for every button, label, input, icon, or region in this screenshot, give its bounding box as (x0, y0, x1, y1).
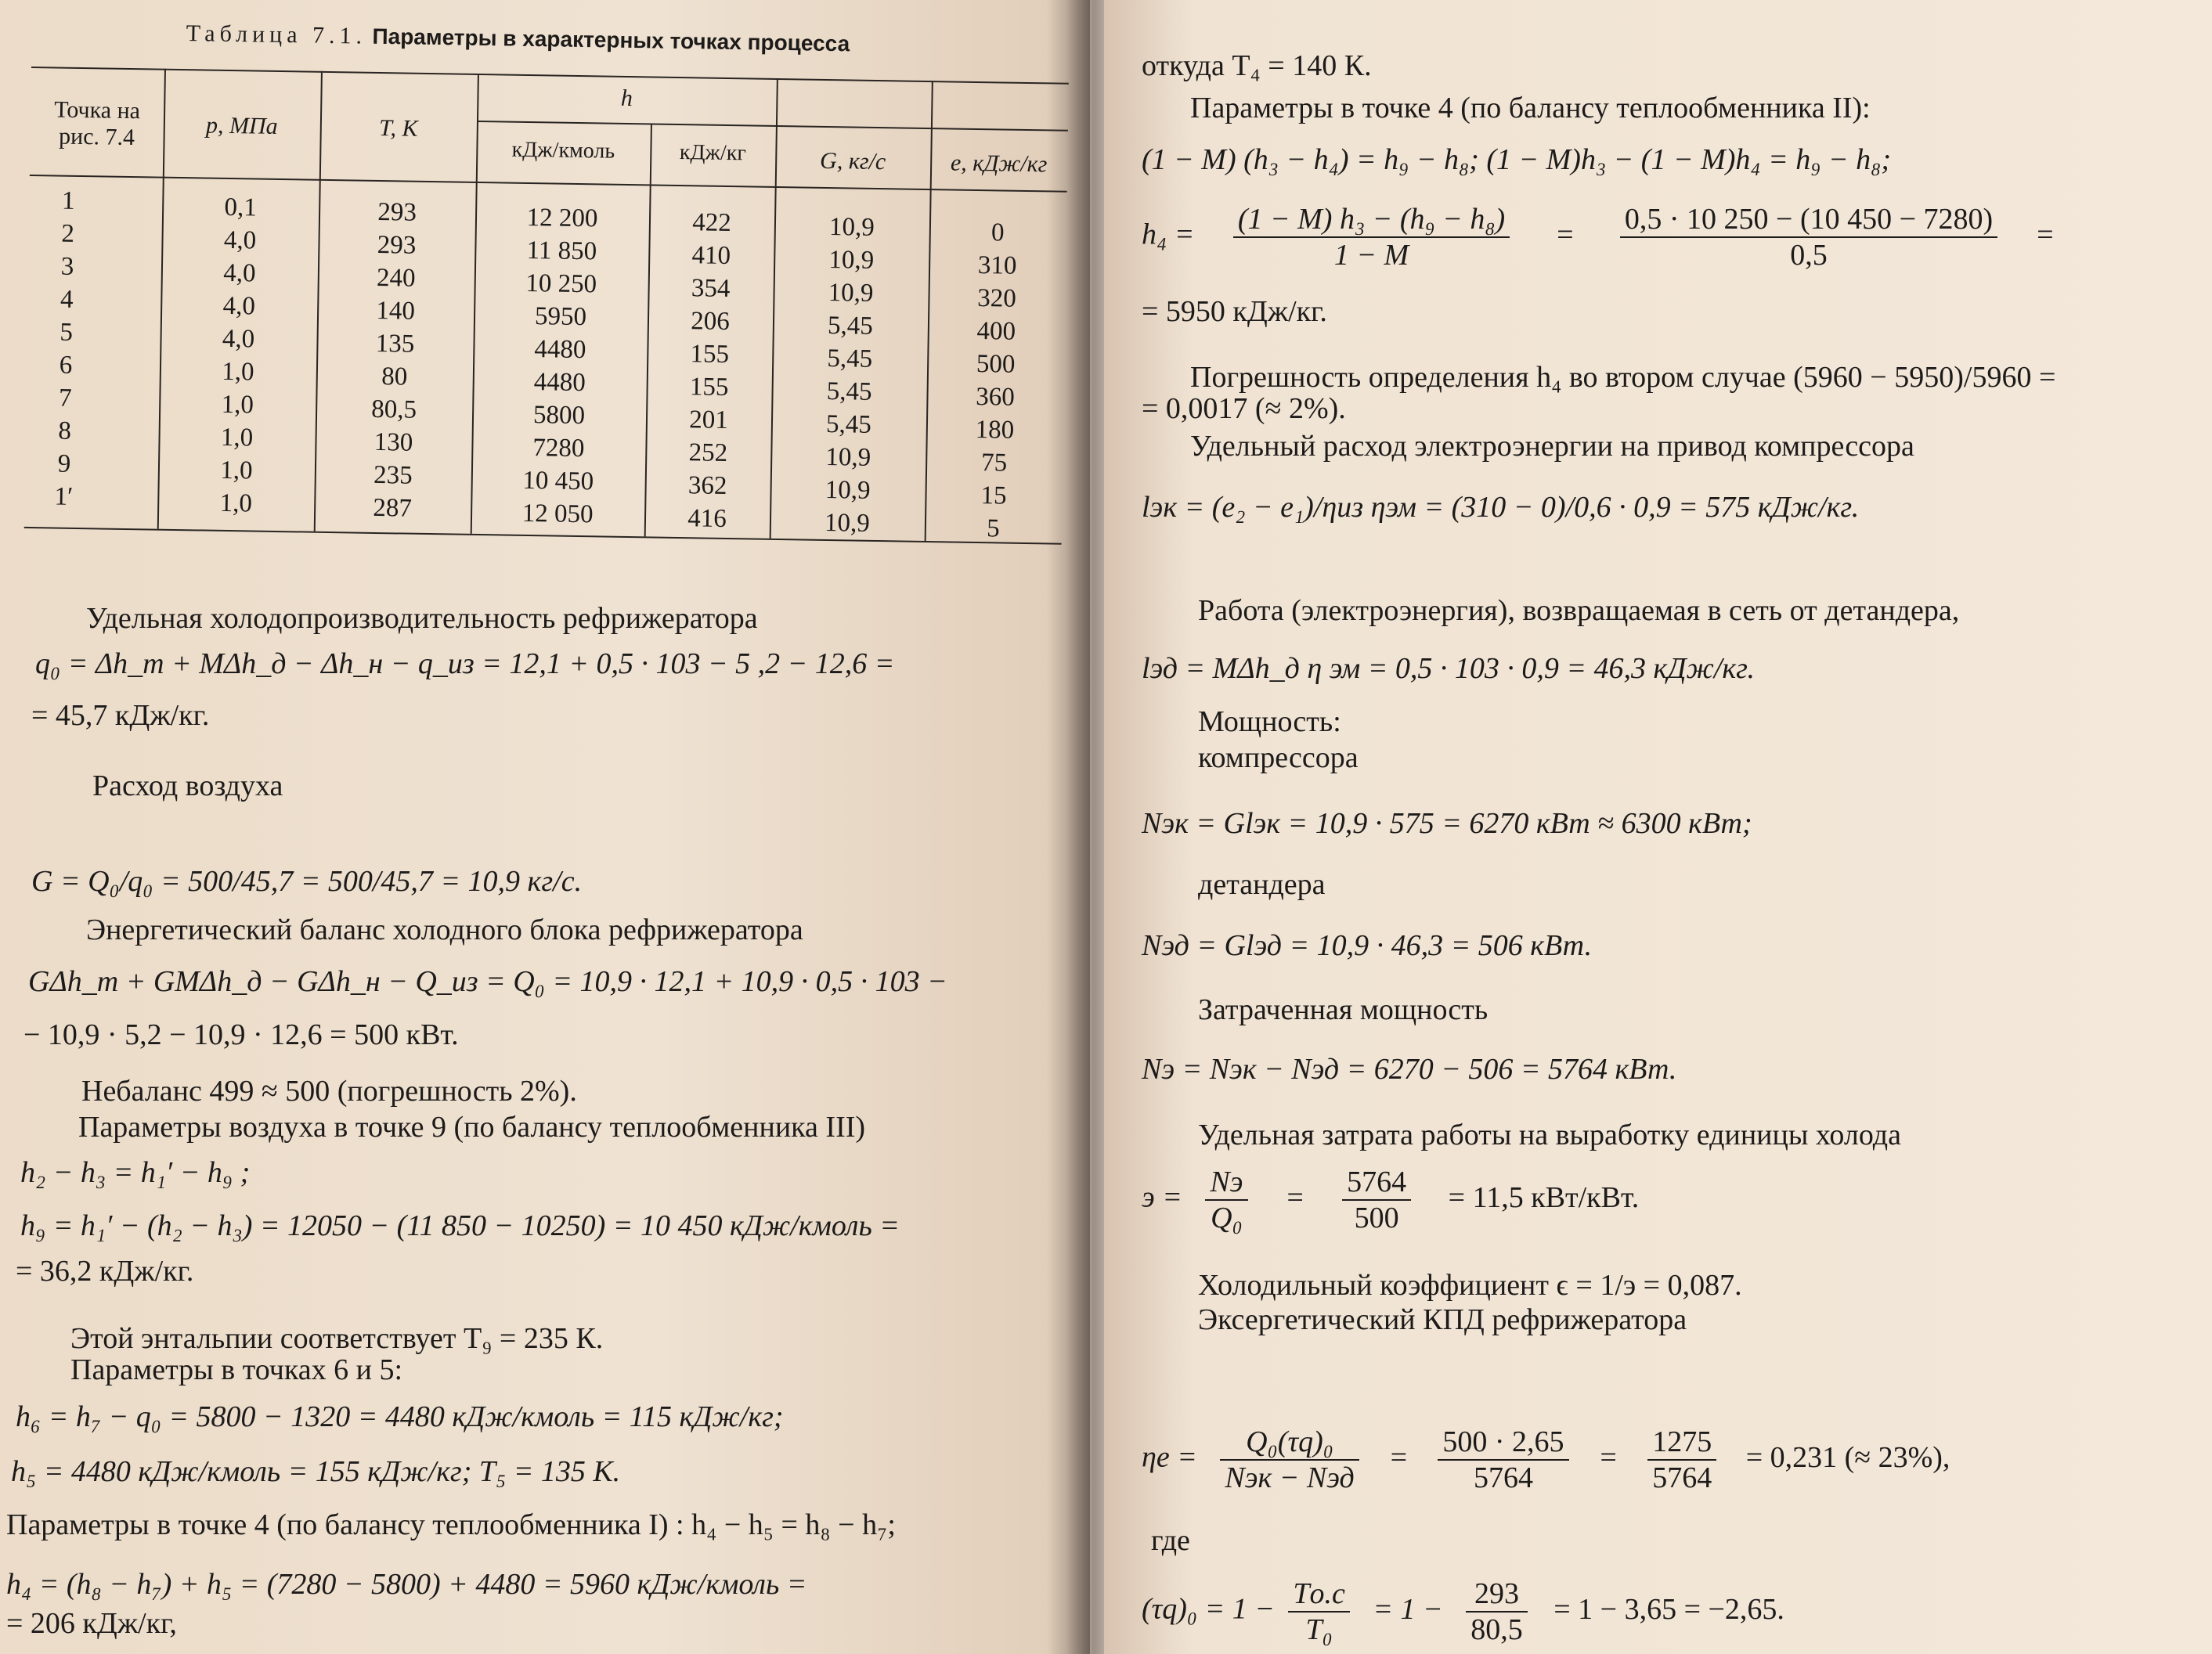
text-line: Этой энтальпии соответствует T₉ = 235 К. (70, 1322, 604, 1355)
parameters-table (23, 67, 1069, 584)
cell-p: 1,0 (221, 357, 254, 387)
cell-p: 4,0 (222, 291, 256, 321)
cell-h-kmol: 10 250 (525, 268, 597, 299)
cell-h-kmol: 5800 (532, 401, 586, 431)
cell-G: 10,9 (828, 279, 874, 308)
cell-point: 3 (60, 252, 74, 281)
formula-line: lэд = MΔh_д η эм = 0,5 · 103 · 0,9 = 46,3 кДж/кг. (1142, 652, 1756, 685)
cell-point: 1′ (54, 482, 74, 511)
text-line: Мощность: (1198, 705, 1341, 738)
text-line: Удельная затрата работы на выработку единицы холода (1198, 1119, 1901, 1151)
cell-T: 80,5 (371, 395, 417, 424)
cell-p: 1,0 (221, 390, 254, 420)
col-temperature (314, 195, 476, 526)
cell-h-kg: 206 (690, 307, 731, 337)
cell-G: 10,9 (825, 475, 871, 505)
formula-line: q₀ = Δh_т + MΔh_д − Δh_н − q_из = 12,1 + 0,5 · 103 − 5 ,2 − 12,6 = (35, 647, 895, 680)
cell-G: 5,45 (827, 344, 873, 373)
col-flow (770, 210, 930, 541)
cell-e: 0 (991, 218, 1005, 247)
header-h-kmol: кДж/кмоль (511, 137, 615, 164)
text-line: Небаланс 499 ≈ 500 (погрешность 2%). (81, 1075, 577, 1108)
text-line: Эксергетический КПД рефрижератора (1198, 1303, 1687, 1336)
cell-h-kg: 155 (690, 340, 730, 369)
text-line: компрессора (1198, 741, 1359, 774)
formula-line: h₂ − h₃ = h₁′ − h₉ ; (20, 1156, 251, 1189)
cell-h-kg: 362 (687, 471, 727, 501)
cell-e: 400 (976, 317, 1016, 346)
cell-point: 9 (57, 449, 71, 478)
text-line: = 45,7 кДж/кг. (31, 699, 210, 732)
table-caption-title: Параметры в характерных точках процесса (372, 23, 850, 56)
formula-h4: h₄ = $\frac{\text{(1 − M) h₃ − (h₉ − h₈)}}{1 - M}$ = $\frac{0,5 \cdot 10 250 - (10 450 - 7280)}{0,5}$ = (1142, 203, 2055, 272)
cell-h-kg: 354 (691, 274, 731, 304)
cell-p: 4,0 (223, 225, 257, 255)
text-line: = 5950 кДж/кг. (1142, 295, 1327, 328)
text-line: = 206 кДж/кг, (6, 1607, 177, 1640)
cell-h-kg: 155 (689, 373, 729, 402)
formula-line: GΔh_т + GMΔh_д − GΔh_н − Q_из = Q₀ = 10,9 · 12,1 + 10,9 · 0,5 · 103 − (28, 965, 947, 998)
formula-tau: (τq)₀ = 1 − $\frac{Tо.с}{\text{T₀}}$ = 1 − $\frac{293}{80,5}$ = 1 − 3,65 = −2,65. (1142, 1577, 1784, 1646)
formula-line: Nэ = Nэк − Nэд = 6270 − 506 = 5764 кВт. (1142, 1053, 1677, 1086)
cell-e: 310 (977, 251, 1017, 280)
text-line: Холодильный коэффициент ϵ = 1/э = 0,087. (1198, 1269, 1742, 1302)
cell-T: 140 (376, 296, 416, 326)
cell-G: 10,9 (828, 213, 875, 242)
cell-point: 4 (60, 285, 74, 314)
cell-point: 1 (61, 186, 75, 215)
cell-h-kmol: 10 450 (522, 466, 594, 496)
cell-G: 5,45 (827, 312, 874, 341)
text-line: откуда T₄ = 140 К. (1142, 49, 1372, 82)
formula-line: − 10,9 · 5,2 − 10,9 · 12,6 = 500 кВт. (23, 1018, 459, 1051)
formula-exergy-efficiency: ηe = $\frac{\text{Q₀(τq)₀}}{\text{Nэк − Nэд}}$ = $\frac{500 \cdot 2,65}{5764}$ = $\frac{1275}{5764}$ = 0,231 (≈ 23%), (1142, 1425, 1950, 1494)
col-exergy (925, 215, 1067, 546)
cell-G: 10,9 (825, 442, 871, 472)
cell-p: 1,0 (220, 456, 253, 485)
cell-e: 180 (975, 415, 1015, 445)
text-line: Параметры в точке 4 (по балансу теплообменника I) : h₄ − h₅ = h₈ − h₇; (6, 1508, 896, 1541)
cell-G: 10,9 (828, 246, 875, 275)
text-line: Параметры воздуха в точке 9 (по балансу теплообменника III) (78, 1111, 866, 1144)
formula-line: h₄ = (h₈ − h₇) + h₅ = (7280 − 5800) + 4480 = 5960 кДж/кмоль = (6, 1568, 807, 1601)
cell-T: 130 (373, 427, 413, 457)
header-enthalpy: h (620, 85, 633, 112)
formula-line: h₆ = h₇ − q₀ = 5800 − 1320 = 4480 кДж/кмоль = 115 кДж/кг; (16, 1400, 784, 1433)
cell-p: 4,0 (222, 258, 256, 288)
col-h-kmol (471, 200, 650, 532)
table-caption (186, 20, 850, 57)
text-line: Удельная холодопроизводительность рефрижератора (86, 602, 758, 635)
cell-point: 2 (61, 219, 75, 248)
cell-e: 360 (975, 383, 1016, 412)
text-line: Параметры в точках 6 и 5: (70, 1353, 403, 1386)
table-caption-label: Таблица 7.1. (186, 20, 367, 49)
col-h-kg (644, 205, 775, 535)
cell-h-kg: 252 (688, 438, 728, 468)
header-temperature: T, K (378, 114, 418, 142)
cell-T: 287 (373, 493, 413, 523)
cell-T: 293 (377, 230, 417, 260)
cell-h-kmol: 5950 (534, 302, 587, 332)
text-line: Параметры в точке 4 (по балансу теплообменника II): (1190, 92, 1871, 124)
cell-T: 240 (376, 263, 416, 293)
text-line: детандера (1198, 868, 1326, 901)
cell-h-kg: 422 (691, 208, 732, 238)
cell-p: 4,0 (222, 324, 255, 354)
cell-e: 500 (976, 350, 1016, 379)
cell-h-kg: 410 (691, 241, 731, 271)
cell-h-kg: 201 (688, 405, 729, 435)
text-line: Расход воздуха (92, 769, 283, 802)
text-line: Работа (электроэнергия), возвращаемая в сеть от детандера, (1198, 594, 1960, 627)
cell-T: 80 (381, 362, 408, 391)
cell-p: 0,1 (224, 193, 258, 222)
cell-h-kmol: 12 050 (521, 499, 594, 529)
formula-line: h₅ = 4480 кДж/кмоль = 155 кДж/кг; T₅ = 135 К. (11, 1455, 621, 1488)
cell-h-kmol: 11 850 (526, 236, 597, 266)
cell-h-kmol: 4480 (534, 335, 586, 365)
text-line: Погрешность определения h₄ во втором случае (5960 − 5950)/5960 = (1190, 361, 2056, 394)
cell-h-kmol: 12 200 (526, 203, 598, 233)
cell-point: 7 (58, 384, 72, 413)
cell-T: 293 (377, 197, 417, 227)
cell-h-kmol: 7280 (532, 434, 585, 463)
text-line: где (1151, 1524, 1190, 1557)
col-pressure (157, 190, 319, 521)
formula-line: lэк = (e₂ − e₁)/ηиз ηэм = (310 − 0)/0,6 · 0,9 = 575 кДж/кг. (1142, 491, 1860, 524)
cell-T: 135 (375, 329, 415, 359)
header-exergy: e, кДж/кг (950, 150, 1048, 178)
cell-e: 75 (980, 449, 1008, 477)
cell-h-kg: 416 (687, 504, 727, 534)
header-h-kg: кДж/кг (679, 140, 747, 166)
header-pressure: p, МПа (205, 112, 278, 139)
col-point (24, 184, 108, 514)
right-page (1104, 0, 2212, 1654)
cell-p: 1,0 (220, 423, 254, 452)
cell-e: 5 (986, 514, 1000, 543)
text-line: = 0,0017 (≈ 2%). (1142, 392, 1346, 425)
text-line: = 36,2 кДж/кг. (16, 1255, 194, 1288)
cell-h-kmol: 4480 (533, 368, 586, 398)
left-page (0, 0, 1090, 1654)
cell-p: 1,0 (219, 488, 253, 518)
cell-point: 6 (59, 351, 73, 380)
formula-specific-work: э = $\frac{Nэ}{\text{Q₀}}$ = $\frac{5764}{500}$ = 11,5 кВт/кВт. (1142, 1166, 1640, 1234)
text-line: Энергетический баланс холодного блока рефрижератора (86, 913, 803, 946)
text-line: Затраченная мощность (1198, 993, 1488, 1026)
text-line: Удельный расход электроэнергии на привод компрессора (1190, 430, 1914, 463)
cell-T: 235 (373, 460, 413, 490)
formula-line: h₉ = h₁′ − (h₂ − h₃) = 12050 − (11 850 − 10250) = 10 450 кДж/кмоль = (20, 1209, 900, 1242)
cell-G: 5,45 (826, 377, 872, 406)
cell-point: 5 (60, 318, 74, 347)
formula-line: (1 − M) (h₃ − h₄) = h₉ − h₈; (1 − M)h₃ − (1 − M)h₄ = h₉ − h₈; (1142, 143, 1891, 176)
cell-G: 5,45 (825, 410, 872, 439)
header-point: Точка на рис. 7.4 (54, 96, 141, 151)
header-flow: G, кг/с (819, 147, 886, 175)
cell-point: 8 (58, 416, 72, 445)
cell-G: 10,9 (824, 508, 871, 538)
cell-e: 320 (976, 284, 1017, 313)
formula-line: Nэк = Glэк = 10,9 · 575 = 6270 кВт ≈ 6300 кВт; (1142, 807, 1752, 840)
formula-line: G = Q₀/q₀ = 500/45,7 = 500/45,7 = 10,9 кг/с. (31, 865, 583, 898)
cell-e: 15 (980, 481, 1007, 510)
formula-line: Nэд = Glэд = 10,9 · 46,3 = 506 кВт. (1142, 929, 1593, 962)
